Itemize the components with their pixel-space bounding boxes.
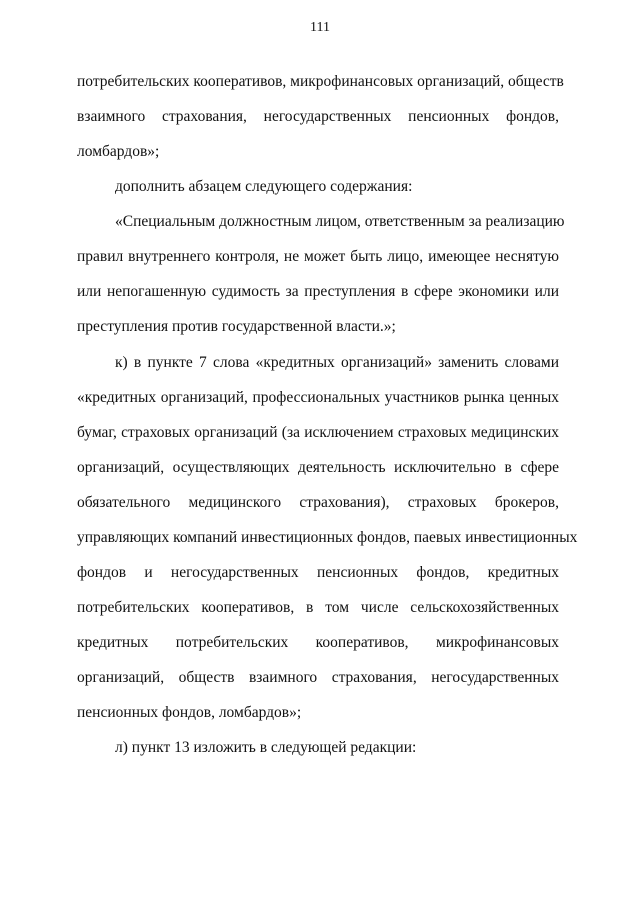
text-line: потребительских кооперативов, микрофинансовых организаций, обществ xyxy=(77,73,564,90)
text-line: взаимного страхования, негосударственных пенсионных фондов, xyxy=(77,108,559,125)
text-line: правил внутреннего контроля, не может быть лицо, имеющее неснятую xyxy=(77,248,559,265)
text-line: организаций, осуществляющих деятельность исключительно в сфере xyxy=(77,459,559,476)
text-line: кредитных потребительских кооперативов, микрофинансовых xyxy=(77,634,559,651)
text-line: «кредитных организаций, профессиональных участников рынка ценных xyxy=(77,389,559,406)
text-line: организаций, обществ взаимного страхования, негосударственных xyxy=(77,669,559,686)
text-line: преступления против государственной власти.»; xyxy=(77,318,396,335)
text-line: к) в пункте 7 слова «кредитных организаций» заменить словами xyxy=(115,354,559,371)
text-line: л) пункт 13 изложить в следующей редакции: xyxy=(115,739,417,756)
text-line: или непогашенную судимость за преступления в сфере экономики или xyxy=(77,283,559,300)
text-line: пенсионных фондов, ломбардов»; xyxy=(77,704,302,721)
text-line: бумаг, страховых организаций (за исключением страховых медицинских xyxy=(77,424,559,441)
text-line: управляющих компаний инвестиционных фондов, паевых инвестиционных xyxy=(77,529,578,546)
text-line: дополнить абзацем следующего содержания: xyxy=(115,178,413,195)
text-line: обязательного медицинского страхования), страховых брокеров, xyxy=(77,494,559,511)
text-line: потребительских кооперативов, в том числе сельскохозяйственных xyxy=(77,599,559,616)
text-line: ломбардов»; xyxy=(77,143,160,160)
text-line: фондов и негосударственных пенсионных фондов, кредитных xyxy=(77,564,559,581)
text-line: «Специальным должностным лицом, ответственным за реализацию xyxy=(115,213,565,230)
page-number: 111 xyxy=(310,20,330,35)
